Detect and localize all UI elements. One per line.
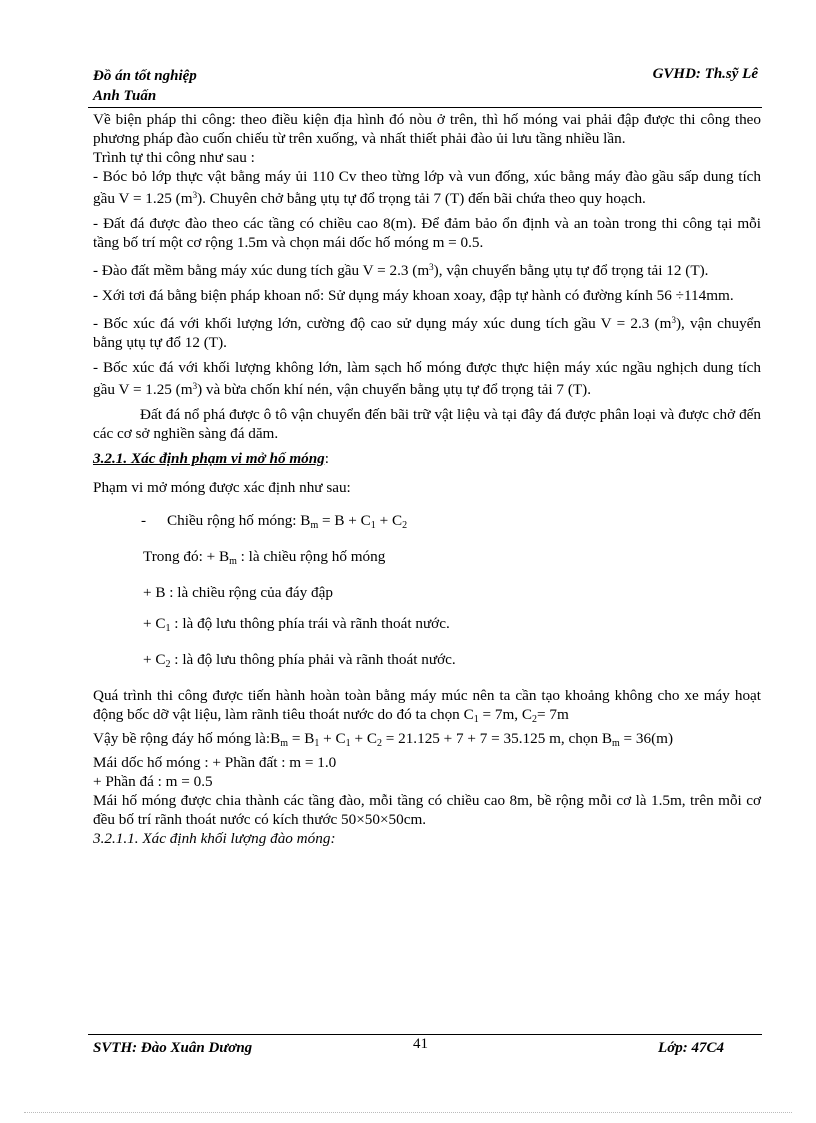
page-number: 41: [413, 1036, 428, 1052]
paragraph: + Phần đá : m = 0.5: [93, 773, 213, 790]
paragraph: - Bốc xúc đá với khối lượng lớn, cường độ cao sử dụng máy xúc dung tích gầu V = 2.3 $(m^3)$, vận chuyển bằng ụtụ tự đổ 12 (T).: [93, 315, 762, 351]
paragraph: - Bóc bỏ lớp thực vật bằng máy ủi 110 Cv theo từng lớp và vun đống, xúc bằng máy đào gầu sấp dung tích gầu V = 1.25 $(m^3)$. Chuyên chở bằng ụtụ tự đổ trọng tải 7 (T) đến bãi chứa theo quy hoạch.: [93, 168, 761, 207]
paragraph: Mái dốc hố móng : + Phần đất : m = 1.0: [93, 754, 337, 771]
paragraph: - Đất đá được đào theo các tầng có chiều cao 8(m). Để đảm bảo ổn định và an toàn trong thi công tại mỗi tầng bố trí một cơ rộng 1.5m và chọn mái dốc hố móng m = 0.5.: [93, 215, 761, 251]
header-title: Đồ án tốt nghiệp: [93, 68, 197, 84]
section-heading: 3.2.1. Xác định phạm vi mở hố móng:: [93, 450, 330, 467]
paragraph: Về biện pháp thi công: theo điều kiện địa hình đó nòu ở trên, thì hố móng vai phải đập được thi công theo phương pháp đào cuốn chiếu từ trên xuống, và nhất thiết phải đào ủi lưu tầng nhiều lần.: [93, 111, 761, 147]
paragraph: Mái hố móng được chia thành các tầng đào, mỗi tầng có chiều cao 8m, bề rộng mỗi cơ là 1.5m, trên mỗi cơ đều bố trí rãnh thoát nước có kích thước 50×50×50cm.: [93, 792, 761, 828]
paragraph: Vậy bề rộng đáy hố móng là:Bm = B1 + C1 + C2 = 21.125 + 7 + 7 = 35.125 m, chọn Bm = 36(m): [93, 730, 674, 749]
paragraph: - Đào đất mềm bằng máy xúc dung tích gầu V = 2.3 $(m^3)$, vận chuyển bằng ụtụ tự đổ trọng tải 12 (T).: [93, 262, 709, 279]
formula-line: + C2 : là độ lưu thông phía phải và rãnh thoát nước.: [143, 651, 456, 670]
header-rule: [88, 107, 762, 108]
formula-line: + B : là chiều rộng của đáy đập: [143, 584, 333, 601]
paragraph: Trình tự thi công như sau :: [93, 149, 255, 166]
header-author: Anh Tuấn: [93, 88, 157, 104]
formula-line: + C1 : là độ lưu thông phía trái và rãnh thoát nước.: [143, 615, 450, 634]
paragraph: - Bốc xúc đá với khối lượng không lớn, làm sạch hố móng được thực hiện máy xúc ngầu nghịch dung tích gầu V = 1.25 $(m^3)$ và bừa chốn khí nén, vận chuyển bằng ụtụ tự đổ trọng tải 7 (T).: [93, 359, 761, 398]
footer-student: SVTH: Đào Xuân Dương: [93, 1040, 253, 1056]
formula-line: - Chiều rộng hố móng: Bm = B + C1 + C2: [141, 512, 408, 531]
formula-line: Trong đó: + Bm : là chiều rộng hố móng: [143, 548, 386, 567]
subsection-heading: 3.2.1.1. Xác định khối lượng đào móng:: [93, 830, 336, 847]
header-left: [93, 66, 197, 106]
paragraph: - Xới tơi đá bằng biện pháp khoan nổ: Sử dụng máy khoan xoay, đập tự hành có đường kính 56 ÷114mm.: [93, 287, 734, 304]
footer-class: Lớp: 47C4: [658, 1040, 724, 1056]
footer-rule: [88, 1034, 762, 1035]
page-edge-divider: [24, 1112, 792, 1113]
paragraph: Đất đá nổ phá được ô tô vận chuyển đến bãi trữ vật liệu và tại đây đá được phân loại và được chở đến các cơ sở nghiền sàng đá dăm.: [93, 406, 761, 442]
document-body: [93, 110, 761, 848]
paragraph: Phạm vi mở móng được xác định như sau:: [93, 479, 351, 496]
paragraph: Quá trình thi công được tiến hành hoàn toàn bằng máy múc nên ta cần tạo khoảng không cho xe máy hoạt động bốc dỡ vật liệu, làm rãnh tiêu thoát nước do đó ta chọn C1 = 7m, C2= 7m: [93, 687, 761, 725]
header-supervisor: GVHD: Th.sỹ Lê: [652, 66, 758, 82]
